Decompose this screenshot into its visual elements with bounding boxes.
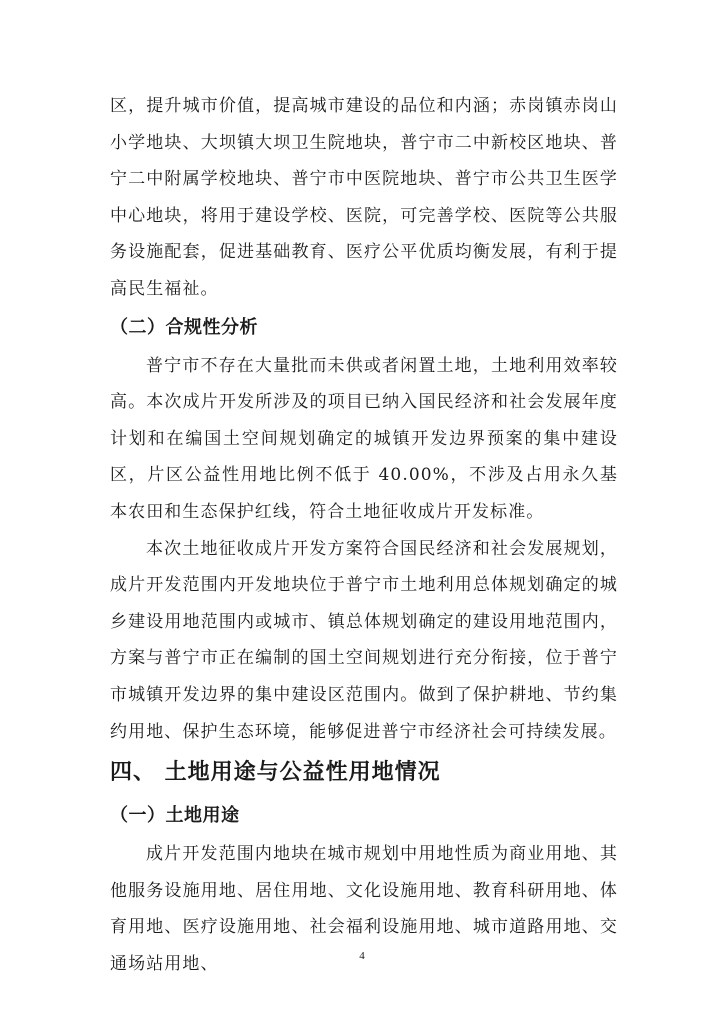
document-page [110, 88, 618, 982]
paragraph-land-use-types: 成片开发范围内地块在城市规划中用地性质为商业用地、其他服务设施用地、居住用地、文化设施用地、教育科研用地、体育用地、医疗设施用地、社会福利设施用地、城市道路用地、交通场站用地、 [110, 844, 618, 974]
paragraph-plan-conformity: 本次土地征收成片开发方案符合国民经济和社会发展规划，成片开发范围内开发地块位于普宁市土地利用总体规划确定的城乡建设用地范围内或城市、镇总体规划确定的建设用地范围内，方案与普宁市正在编制的国土空间规划进行充分衔接，位于普宁市城镇开发边界的集中建设区范围内。做到了保护耕地、节约集约用地、保护生态环境，能够促进普宁市经济社会可持续发展。 [110, 538, 618, 742]
paragraph-land-efficiency: 普宁市不存在大量批而未供或者闲置土地，土地利用效率较高。本次成片开发所涉及的项目已纳入国民经济和社会发展年度计划和在编国土空间规划确定的城镇开发边界预案的集中建设区，片区公益性用地比例不低于 40.00%，不涉及占用永久基本农田和生态保护红线，符合土地征收成片开发标准。 [110, 355, 618, 522]
heading-section-four: 四、 土地用途与公益性用地情况 [110, 760, 441, 786]
page-number: 4 [359, 950, 365, 962]
heading-compliance-analysis: （二）合规性分析 [110, 316, 258, 338]
heading-land-use: （一）土地用途 [110, 805, 240, 827]
paragraph-public-services: 区，提升城市价值，提高城市建设的品位和内涵；赤岗镇赤岗山小学地块、大坝镇大坝卫生院地块，普宁市二中新校区地块、普宁二中附属学校地块、普宁市中医院地块、普宁市公共卫生医学中心地块，将用于建设学校、医院，可完善学校、医院等公共服务设施配套，促进基础教育、医疗公平优质均衡发展，有利于提高民生福祉。 [110, 96, 618, 299]
